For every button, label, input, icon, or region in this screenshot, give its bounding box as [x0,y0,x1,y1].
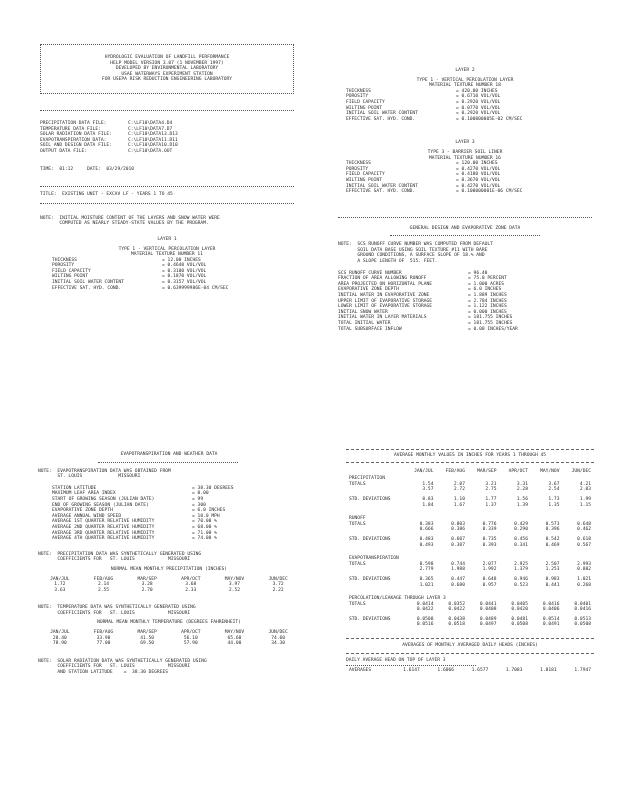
prop-row: EVAPORATIVE ZONE DEPTH = 6.0 INCHES [52,508,226,514]
prop-row: FIELD CAPACITY = 0.4180 VOL/VOL [346,172,501,178]
heads-title: AVERAGES OF MONTHLY AVERAGED DAILY HEADS (INCHES) [402,643,538,649]
prop-row: INITIAL WATER IN EVAPORATIVE ZONE = 1.889 INCHES [338,293,507,299]
prop-row: POROSITY = 0.6710 VOL/VOL [346,94,501,100]
prop-row: FRACTION OF AREA ALLOWING RUNOFF = 75.0 PERCENT [338,276,507,282]
prop-row: STATION LATITUDE = 38.30 DEGREES [52,485,234,491]
prop-row: THICKNESS = 420.00 INCHES [346,88,498,94]
temp-table-title: NORMAL MEAN MONTHLY TEMPERATURE (DEGREES FAHRENHEIT) [97,620,241,626]
table-row: 28.40 33.90 41.50 56.10 65.60 74.60 [52,635,286,641]
file-row: PRECIPITATION DATA FILE: C:\LF10\DATA4.D4 [40,120,173,126]
time-date: TIME: 01:12 DATE: 03/29/2010 [40,166,135,172]
monthly-table [346,469,594,628]
file-row: SOIL AND DESIGN DATA FILE: C:\LF10\DATA10.D10 [40,143,178,149]
program-banner [40,44,294,94]
prop-row: START OF GROWING SEASON (JULIAN DATE) = 99 [52,496,204,502]
prop-row: THICKNESS = 120.00 INCHES [346,161,498,167]
file-row: TEMPERATURE DATA FILE: C:\LF10\DATA7.D7 [40,126,173,132]
banner-line: USAE WATERWAYS EXPERIMENT STATION [121,71,213,77]
group-heading: EVAPOTRANSPIRATION [349,556,399,562]
table-row: 0.493 0.387 0.393 0.341 0.469 0.567 [419,542,591,548]
divider [40,203,294,204]
temp-table [38,630,300,647]
prop-row: INITIAL WATER IN LAYER MATERIALS = 181.755 INCHES [338,315,513,321]
table-header: JAN/JUL FEB/AUG MAR/SEP APR/OCT MAY/NOV JUN/DEC [414,468,591,474]
divider [98,462,238,463]
table-row: STD. DEVIATIONS 0.365 0.447 0.648 0.946 0.983 1.021 [349,576,591,582]
note-line: COMPUTED AS NEARLY STEADY-STATE VALUES BY THE PROGRAM. [40,221,209,227]
run-title: TITLE: EXISTING UNIT - EXCAV LF - YEARS 1 TO 45 [40,192,173,198]
table-row: TOTALS 0.598 0.744 2.077 2.925 2.507 2.993 [349,561,591,567]
banner-line: DEVELOPED BY ENVIRONMENTAL LABORATORY [115,66,219,72]
prop-row: TOTAL INITIAL WATER = 181.755 INCHES [338,321,513,326]
divider [346,638,594,639]
layer-1-material: MATERIAL TEXTURE NUMBER 11 [131,252,203,258]
prop-row: AVERAGE 3RD QUARTER RELATIVE HUMIDITY = 71.00 % [52,530,217,536]
table-row: STD. DEVIATIONS 0.0508 0.0438 0.0489 0.0481 0.0514 0.0513 [349,616,591,622]
group-heading: PERCOLATION/LEAKAGE THROUGH LAYER 3 [349,596,446,602]
file-row: OUTPUT DATA FILE: C:\LF10\DATA.OUT [40,148,173,154]
general-design-title: GENERAL DESIGN AND EVAPORATIVE ZONE DATA [409,225,521,231]
weather-note-3 [38,605,300,616]
note-line: ST. LOUIS MISSOURI [38,474,141,480]
prop-row: LOWER LIMIT OF EVAPORATIVE STORAGE = 1.122 INCHES [338,304,507,310]
layer-3-props [346,161,592,195]
page-4 [346,446,594,674]
prop-row: EFFECTIVE SAT. HYD. COND. = 0.100000001E-06 CM/SEC [346,189,523,195]
note-line: NOTE: EVAPOTRANSPIRATION DATA WAS OBTAINED FROM [38,468,171,474]
divider [390,235,540,236]
table-row: TOTALS 0.383 0.803 0.776 0.429 0.573 0.648 [349,521,591,527]
banner-line: HELP MODEL VERSION 3.07 (1 NOVEMBER 1997) [110,60,224,66]
layer-1-title: LAYER 1 [157,236,177,242]
prop-row: INITIAL SOIL WATER CONTENT = 0.2920 VOL/VOL [346,111,501,117]
layer-2-props [346,89,592,123]
banner-line: HYDROLOGIC EVALUATION OF LANDFILL PERFORMANCE [104,55,230,60]
table-row: 1.72 2.14 3.28 3.68 3.97 3.72 [54,582,284,588]
table-row: TOTALS 0.0414 0.0352 0.0441 0.0405 0.0416 0.0401 [349,601,591,607]
note-line: COEFFICIENTS FOR ST. LOUIS MISSOURI [38,664,191,670]
group-heading: RUNOFF [349,516,366,522]
table-header: JAN/JUL FEB/AUG MAR/SEP APR/OCT MAY/NOV JUN/DEC [50,630,288,636]
table-row: 0.0422 0.0422 0.0408 0.0420 0.0406 0.0416 [416,607,591,613]
table-row: 78.90 77.00 69.50 57.90 44.00 34.30 [52,641,286,647]
divider [346,653,594,654]
general-props [338,271,592,333]
layer-3-material: MATERIAL TEXTURE NUMBER 16 [429,155,501,161]
prop-row: WILTING POINT = 0.0770 VOL/VOL [346,105,501,111]
weather-note-4 [38,659,300,676]
weather-note-2 [38,552,300,563]
prop-row: MAXIMUM LEAF AREA INDEX = 0.00 [52,491,209,497]
prop-row: AVERAGE 4TH QUARTER RELATIVE HUMIDITY = 74.00 % [52,536,217,542]
note-line: GROUND CONDITIONS, A SURFACE SLOPE OF 18.% AND [338,253,485,259]
divider [40,186,294,187]
prop-row: WILTING POINT = 0.1870 VOL/VOL [52,274,207,280]
note-line: A SLOPE LENGTH OF 515. FEET. [338,259,438,265]
divider [40,110,294,111]
table-row: STD. DEVIATIONS 0.483 0.607 0.735 0.456 0.542 0.618 [349,536,591,542]
prop-row: THICKNESS = 12.00 INCHES [52,257,201,263]
prop-row: TOTAL SUBSURFACE INFLOW = 0.00 INCHES/YEAR [338,326,518,332]
note-line: COEFFICIENTS FOR ST. LOUIS MISSOURI [38,610,191,616]
group-heading: PRECIPITATION [349,476,385,482]
prop-row: INITIAL SOIL WATER CONTENT = 0.4270 VOL/VOL [346,183,501,189]
weather-note-1 [38,469,300,480]
prop-row: AREA PROJECTED ON HORIZONTAL PLANE = 1.000 ACRES [338,281,504,287]
divider [338,217,592,218]
page-2 [338,64,592,332]
file-list [40,121,294,155]
page-1 [40,44,294,291]
page-3 [38,448,300,676]
prop-row: POROSITY = 0.4640 VOL/VOL [52,263,207,269]
note-line: NOTE: TEMPERATURE DATA WAS SYNTHETICALLY GENERATED USING [38,605,196,611]
prop-row: INITIAL SOIL WATER CONTENT = 0.3157 VOL/VOL [52,280,207,286]
weather-title: EVAPOTRANSPIRATION AND WEATHER DATA [120,452,218,457]
prop-row: EFFECTIVE SAT. HYD. COND. = 0.100000005E-02 CM/SEC [346,116,523,122]
divider [346,462,594,463]
prop-row: AVERAGE 2ND QUARTER RELATIVE HUMIDITY = 68.00 % [52,524,217,530]
daily-head-title: DAILY AVERAGE HEAD ON TOP OF LAYER 3 [346,657,446,663]
prop-row: EVAPORATIVE ZONE DEPTH = 6.0 INCHES [338,287,502,293]
table-row: 3.63 2.55 2.70 2.33 2.52 2.22 [54,587,284,593]
file-row: SOLAR RADIATION DATA FILE: C:\LF10\DATA13.D13 [40,132,178,138]
prop-row: EFFECTIVE SAT. HYD. COND. = 0.639999986E-04 CM/SEC [52,285,229,291]
heads-table [346,668,594,674]
layer-3-title: LAYER 3 [455,140,475,146]
table-row: 0.0516 0.0518 0.0497 0.0508 0.0491 0.0508 [416,622,591,628]
note-line: COEFFICIENTS FOR ST. LOUIS MISSOURI [38,557,191,563]
note-line: NOTE: INITIAL MOISTURE CONTENT OF THE LAYERS AND SNOW WATER WERE [40,215,220,221]
table-row: 0.666 0.386 0.339 0.290 0.396 0.462 [419,527,591,533]
general-note [338,242,592,264]
prop-row: INITIAL SNOW WATER = 0.000 INCHES [338,309,507,315]
table-row: TOTALS 1.54 2.07 3.21 3.31 3.67 4.21 [349,481,591,487]
prop-row: FIELD CAPACITY = 0.2920 VOL/VOL [346,99,501,105]
table-row: 2.779 1.988 1.992 1.379 1.253 0.882 [419,567,591,573]
table-row: AVERAGES 1.6147 1.6066 1.6577 1.7083 1.8181 1.7947 [349,668,591,674]
note-line: NOTE: SOLAR RADIATION DATA WAS SYNTHETICALLY GENERATED USING [38,658,207,664]
layer-2-type: TYPE 1 - VERTICAL PERCOLATION LAYER [416,77,514,83]
layer-1-props [52,258,294,292]
table-header: JAN/JUL FEB/AUG MAR/SEP APR/OCT MAY/NOV JUN/DEC [50,576,288,582]
prop-row: AVERAGE ANNUAL WIND SPEED = 10.0 MPH [52,513,220,519]
table-row: 1.021 0.680 0.957 0.523 0.441 0.268 [419,582,591,588]
file-row: EVAPOTRANSPIRATION DATA: C:\LF10\DATA11.D11 [40,137,178,143]
banner-line: FOR USEPA RISK REDUCTION ENGINEERING LABORATORY [102,77,232,83]
layer-2-material: MATERIAL TEXTURE NUMBER 18 [429,83,501,89]
precip-table [38,577,300,594]
note-line: NOTE: PRECIPITATION DATA WAS SYNTHETICALLY GENERATED USING [38,551,202,557]
prop-row: UPPER LIMIT OF EVAPORATIVE STORAGE = 2.784 INCHES [338,298,507,304]
prop-row: END OF GROWING SEASON (JULIAN DATE) = 300 [52,502,206,508]
prop-row: AVERAGE 1ST QUARTER RELATIVE HUMIDITY = 70.00 % [52,519,217,525]
et-props [52,486,300,542]
prop-row: WILTING POINT = 0.3670 VOL/VOL [346,177,501,183]
note-line: AND STATION LATITUDE = 38.30 DEGREES [38,670,168,676]
precip-table-title: NORMAL MEAN MONTHLY PRECIPITATION (INCHES) [110,566,228,572]
prop-row: SCS RUNOFF CURVE NUMBER = 96.40 [338,270,488,276]
layer-2-title: LAYER 2 [455,68,475,73]
table-row: STD. DEVIATIONS 0.83 1.10 1.77 1.56 1.73 1.99 [349,496,591,502]
prop-row: POROSITY = 0.4270 VOL/VOL [346,166,501,172]
note-line: NOTE: SCS RUNOFF CURVE NUMBER WAS COMPUTED FROM DEFAULT [338,242,493,248]
divider [346,665,476,666]
layer-3-type: TYPE 3 - BARRIER SOIL LINER [427,149,503,155]
layer-1-type: TYPE 1 - VERTICAL PERCOLATION LAYER [118,246,216,252]
prop-row: FIELD CAPACITY = 0.3100 VOL/VOL [52,268,207,274]
table-row: 1.84 1.67 1.37 1.39 1.35 1.15 [422,502,591,508]
monthly-title: AVERAGE MONTHLY VALUES IN INCHES FOR YEARS 1 THROUGH 45 [393,453,547,458]
table-row: 3.57 2.72 2.75 2.28 2.54 2.03 [422,487,591,493]
note-line: SOIL DATA BASE USING SOIL TEXTURE #11 WITH BARE [338,247,488,253]
divider [346,449,594,450]
